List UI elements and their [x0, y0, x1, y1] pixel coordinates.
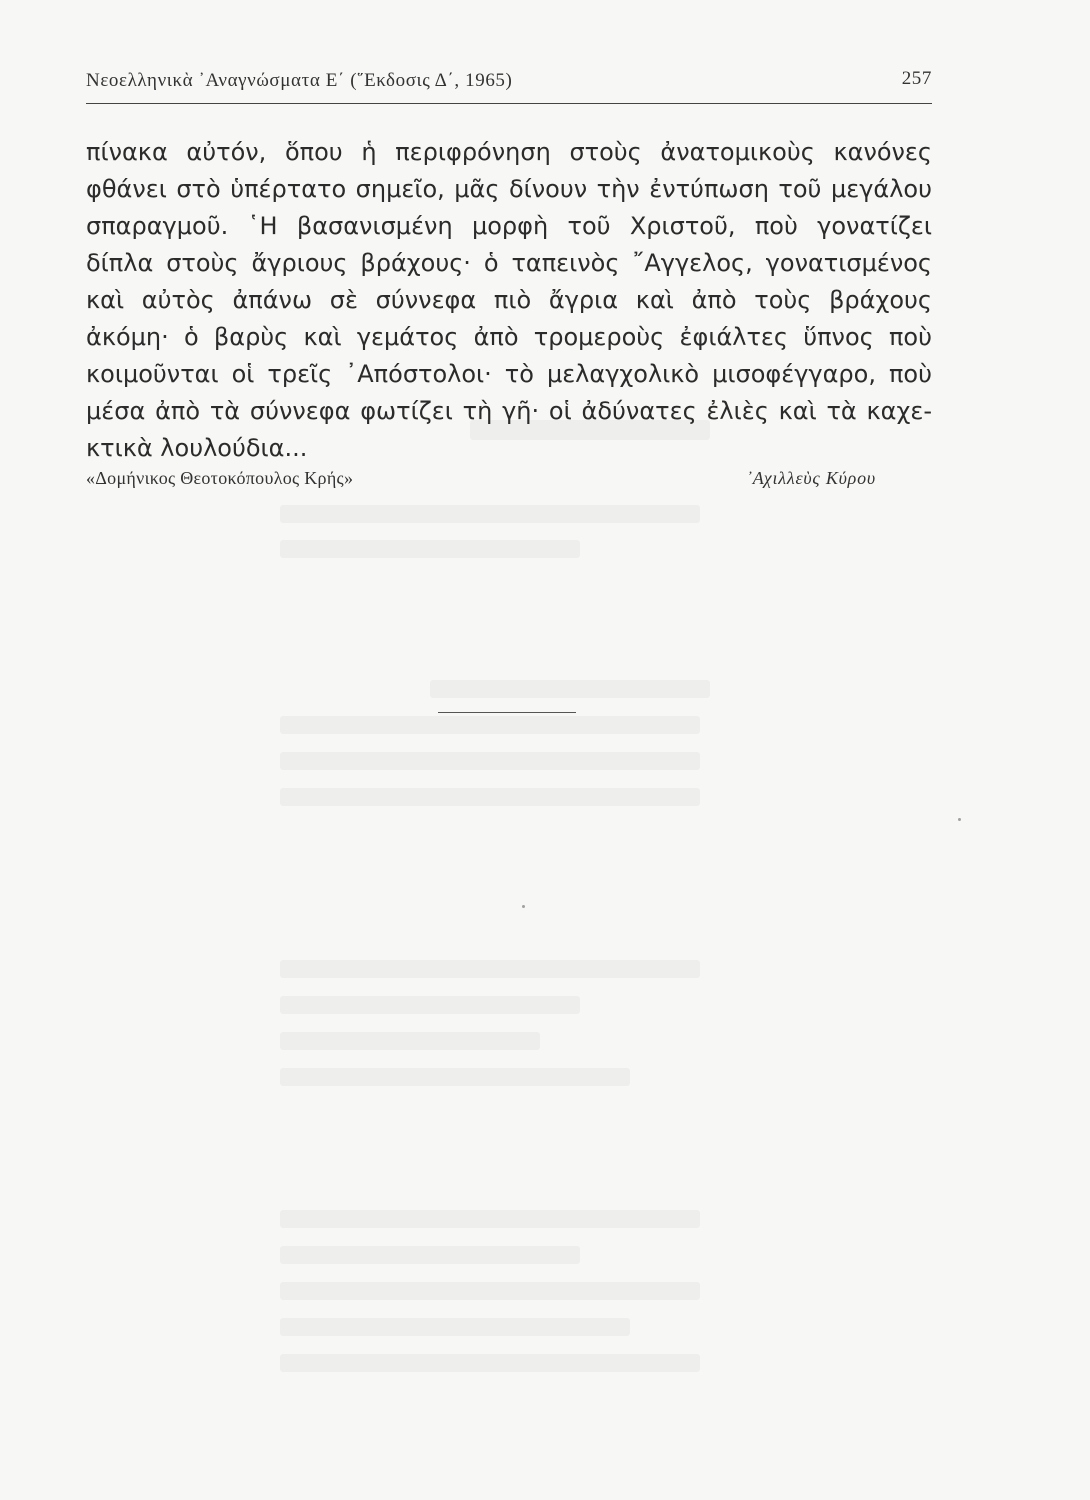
text-line: μέσα ἀπὸ τὰ σύννεφα φωτίζει τὴ γῆ· οἱ ἀδύνατες ἐλιὲς καὶ τὰ καχε-: [86, 397, 932, 425]
bleed-through-mark: [280, 1210, 700, 1228]
section-end-rule: [438, 712, 576, 713]
bleed-through-mark: [430, 680, 710, 698]
attribution: [86, 468, 876, 498]
bleed-through-mark: [280, 716, 700, 734]
header-title: Νεοελληνικὰ ᾽Αναγνώσματα Ε΄ (῞Εκδοσις Δ΄, 1965): [86, 70, 513, 91]
bleed-through-mark: [280, 1068, 630, 1086]
body-paragraph: [86, 134, 932, 467]
source-title: «Δομήνικος Θεοτοκόπουλος Κρής»: [86, 468, 354, 488]
bleed-through-mark: [280, 540, 580, 558]
page-number: 257: [901, 68, 932, 89]
bleed-through-mark: [280, 752, 700, 770]
bleed-through-mark: [280, 1246, 580, 1264]
text-line: πίνακα αὐτόν, ὅπου ἡ περιφρόνηση στοὺς ἀνατομικοὺς κανόνες: [86, 138, 932, 166]
bleed-through-mark: [280, 1318, 630, 1336]
running-header: [86, 66, 932, 100]
text-line: σπαραγμοῦ. ῾Η βασανισμένη μορφὴ τοῦ Χριστοῦ, ποὺ γονατίζει: [86, 212, 932, 240]
text-line: φθάνει στὸ ὑπέρτατο σημεῖο, μᾶς δίνουν τὴν ἐντύπωση τοῦ μεγάλου: [86, 175, 932, 203]
text-line: κτικὰ λουλούδια...: [86, 434, 308, 462]
dust-speck: [958, 818, 961, 821]
bleed-through-mark: [280, 1032, 540, 1050]
bleed-through-mark: [280, 960, 700, 978]
header-rule: [86, 103, 932, 104]
bleed-through-mark: [280, 788, 700, 806]
text-line: κοιμοῦνται οἱ τρεῖς ᾽Απόστολοι· τὸ μελαγχολικὸ μισοφέγγαρο, ποὺ: [86, 360, 932, 388]
bleed-through-mark: [280, 1354, 700, 1372]
bleed-through-mark: [280, 505, 700, 523]
bleed-through-mark: [280, 1282, 700, 1300]
author-name: ᾽Αχιλλεὺς Κύρου: [745, 468, 876, 488]
dust-speck: [522, 905, 525, 908]
bleed-through-mark: [280, 996, 580, 1014]
text-line: καὶ αὐτὸς ἀπάνω σὲ σύννεφα πιὸ ἄγρια καὶ ἀπὸ τοὺς βράχους: [86, 286, 932, 314]
text-line: ἀκόμη· ὁ βαρὺς καὶ γεμάτος ἀπὸ τρομεροὺς ἐφιάλτες ὕπνος ποὺ: [86, 323, 932, 351]
text-line: δίπλα στοὺς ἄγριους βράχους· ὁ ταπεινὸς ῎Αγγελος, γονατισμένος: [86, 249, 932, 277]
